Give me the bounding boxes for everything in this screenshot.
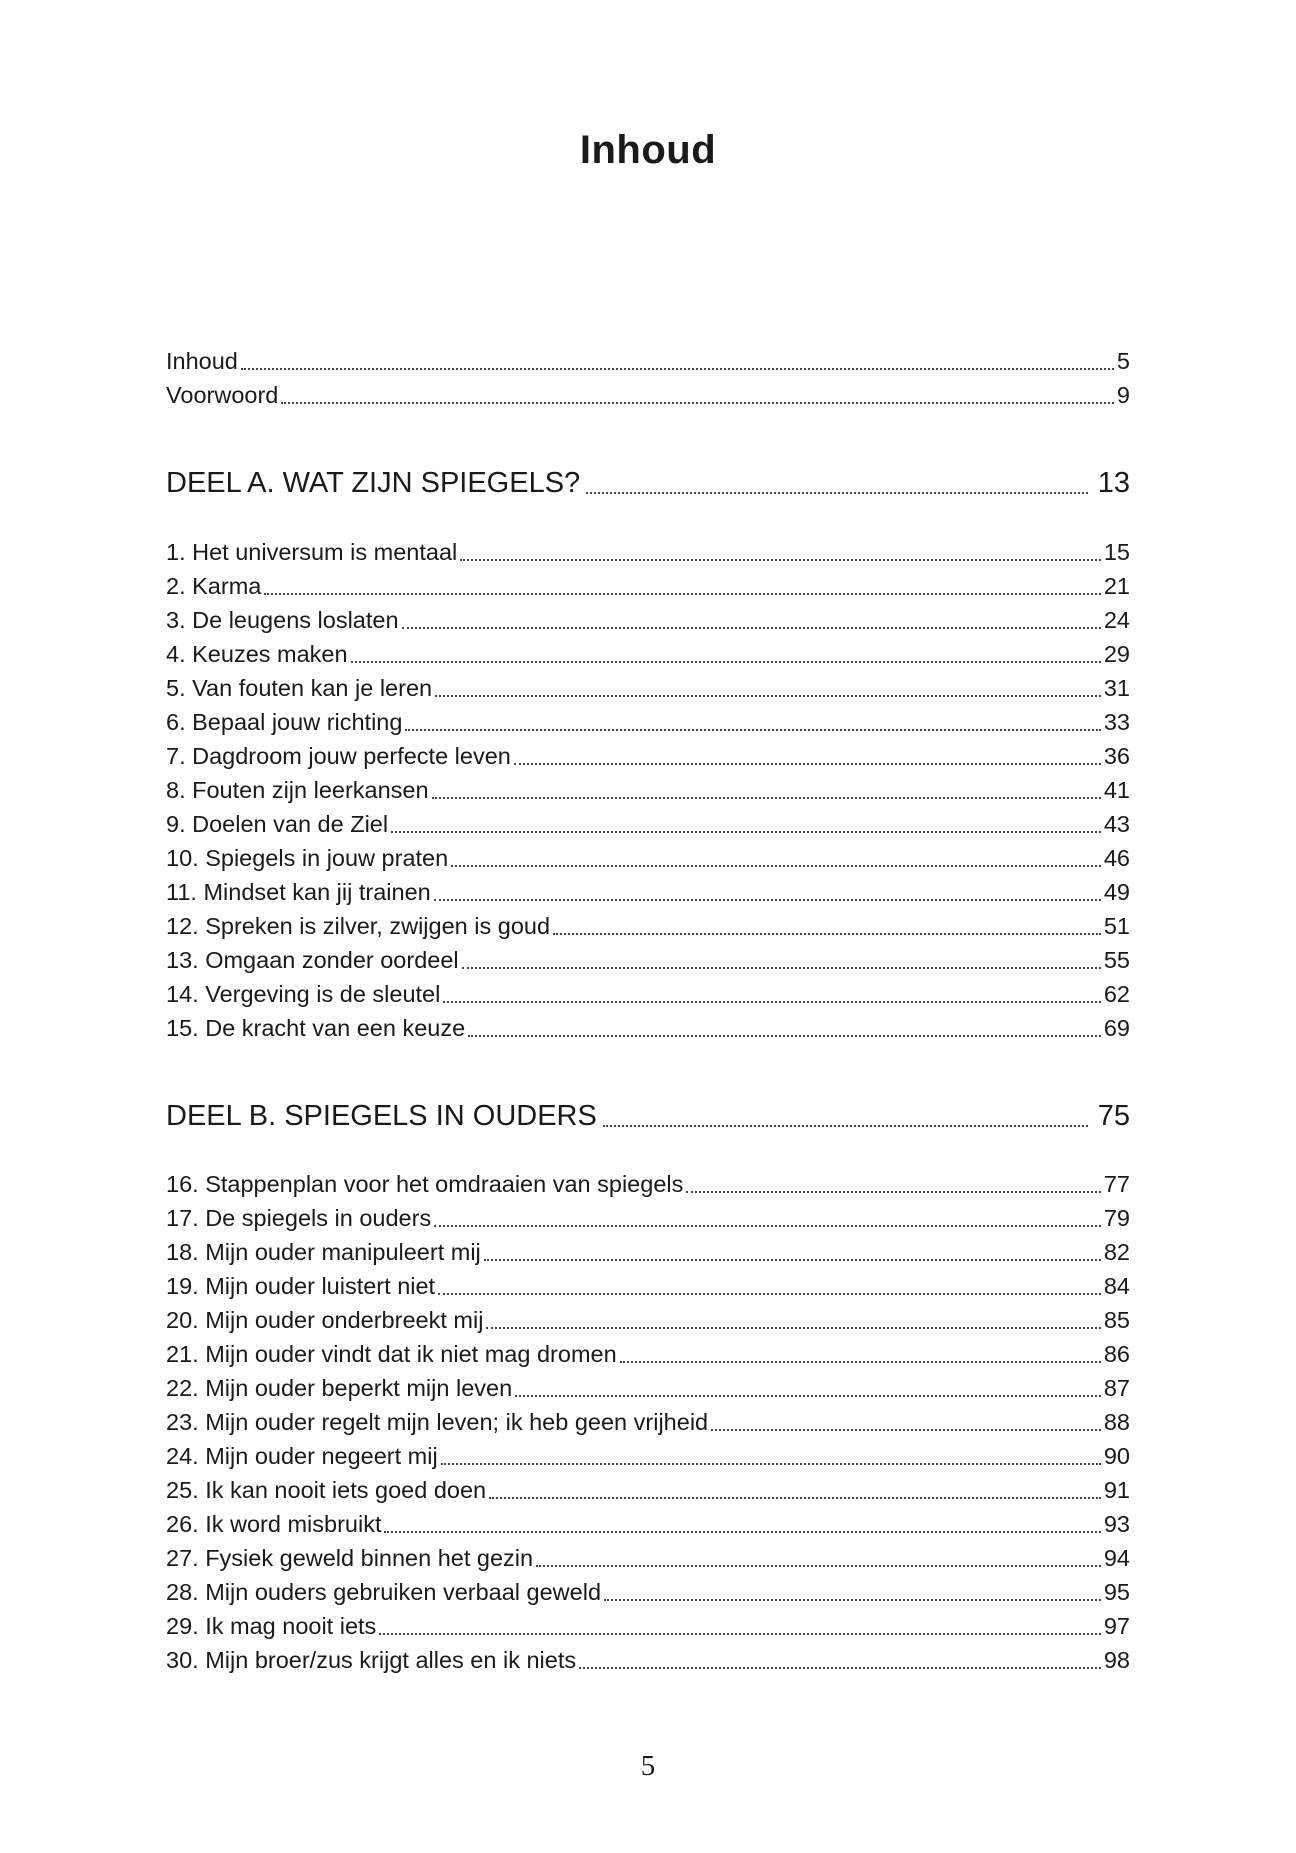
toc-chapter-17[interactable] [166,1202,1130,1234]
toc-part-b[interactable] [166,1096,1130,1136]
dot-leader [711,1429,1101,1431]
dot-leader [515,1395,1101,1397]
toc-entry-label: 6. Bepaal jouw richting [166,709,403,735]
toc-entry-label: Voorwoord [166,382,279,408]
toc-entry-page: 33 [1103,709,1130,735]
toc-entry-label: 7. Dagdroom jouw perfecte leven [166,743,511,769]
toc-entry-label: 4. Keuzes maken [166,641,348,667]
dot-leader [451,865,1101,867]
toc-entry-page: 36 [1103,743,1130,769]
dot-leader [391,831,1101,833]
toc-chapter-18[interactable] [166,1236,1130,1268]
toc-entry-label: 2. Karma [166,573,262,599]
toc-part-a[interactable] [166,463,1130,503]
toc-entry-label: 12. Spreken is zilver, zwijgen is goud [166,913,551,939]
toc-entry-label: 25. Ik kan nooit iets goed doen [166,1477,487,1503]
toc-entry-label: 28. Mijn ouders gebruiken verbaal geweld [166,1579,602,1605]
toc-chapter-11[interactable] [166,876,1130,908]
toc-entry-label: 17. De spiegels in ouders [166,1205,432,1231]
toc-chapter-14[interactable] [166,978,1130,1010]
toc-entry-page: 69 [1103,1015,1130,1041]
toc-entry-label: 23. Mijn ouder regelt mijn leven; ik heb geen vrijheid [166,1409,709,1435]
toc-chapter-12[interactable] [166,910,1130,942]
toc-entry-label: 1. Het universum is mentaal [166,539,458,565]
toc-entry-label: 21. Mijn ouder vindt dat ik niet mag dromen [166,1341,617,1367]
toc-entry-label: 18. Mijn ouder manipuleert mij [166,1239,481,1265]
toc-entry-label: 29. Ik mag nooit iets [166,1613,377,1639]
toc-entry-label: 5. Van fouten kan je leren [166,675,433,701]
toc-chapter-22[interactable] [166,1372,1130,1404]
toc-entry-label: 24. Mijn ouder negeert mij [166,1443,438,1469]
dot-leader [603,1125,1088,1127]
toc-chapter-2[interactable] [166,570,1130,602]
toc-chapter-28[interactable] [166,1576,1130,1608]
dot-leader [468,1035,1101,1037]
dot-leader [432,797,1101,799]
dot-leader [460,559,1101,561]
toc-chapter-27[interactable] [166,1542,1130,1574]
toc-entry-label: 22. Mijn ouder beperkt mijn leven [166,1375,513,1401]
toc-entry-voorwoord[interactable] [166,379,1130,411]
dot-leader [241,368,1114,370]
toc-chapter-20[interactable] [166,1304,1130,1336]
toc-chapter-1[interactable] [166,536,1130,568]
dot-leader [438,1293,1101,1295]
dot-leader [264,593,1101,595]
toc-chapter-15[interactable] [166,1012,1130,1044]
toc-part-page: 13 [1097,467,1130,499]
toc-chapter-30[interactable] [166,1644,1130,1676]
dot-leader [351,661,1101,663]
toc-chapter-6[interactable] [166,706,1130,738]
dot-leader [379,1633,1101,1635]
toc-chapter-3[interactable] [166,604,1130,636]
toc-chapter-13[interactable] [166,944,1130,976]
toc-entry-page: 95 [1103,1579,1130,1605]
toc-entry-page: 62 [1103,981,1130,1007]
dot-leader [579,1667,1101,1669]
toc-chapter-19[interactable] [166,1270,1130,1302]
toc-chapter-24[interactable] [166,1440,1130,1472]
toc-entry-label: 26. Ik word misbruikt [166,1511,382,1537]
toc-entry-page: 51 [1103,913,1130,939]
dot-leader [686,1191,1101,1193]
toc-entry-label: 20. Mijn ouder onderbreekt mij [166,1307,484,1333]
toc-chapter-23[interactable] [166,1406,1130,1438]
toc-entry-page: 29 [1103,641,1130,667]
dot-leader [553,933,1101,935]
toc-entry-label: 13. Omgaan zonder oordeel [166,947,459,973]
toc-chapter-16[interactable] [166,1168,1130,1200]
toc-entry-label: 8. Fouten zijn leerkansen [166,777,429,803]
dot-leader [434,899,1101,901]
toc-entry-label: 30. Mijn broer/zus krijgt alles en ik niets [166,1647,577,1673]
dot-leader [586,492,1088,494]
dot-leader [384,1531,1100,1533]
toc-chapter-9[interactable] [166,808,1130,840]
toc-entry-label: 10. Spiegels in jouw praten [166,845,449,871]
toc-chapter-5[interactable] [166,672,1130,704]
toc-entry-label: 3. De leugens loslaten [166,607,399,633]
dot-leader [486,1327,1100,1329]
dot-leader [489,1497,1101,1499]
toc-entry-page: 55 [1103,947,1130,973]
toc-entry-page: 84 [1103,1273,1130,1299]
toc-entry-page: 79 [1103,1205,1130,1231]
dot-leader [405,729,1100,731]
toc-part-label: DEEL A. WAT ZIJN SPIEGELS? [166,467,581,499]
dot-leader [443,1001,1101,1003]
dot-leader [462,967,1101,969]
toc-chapter-4[interactable] [166,638,1130,670]
toc-entry-page: 97 [1103,1613,1130,1639]
toc-part-label: DEEL B. SPIEGELS IN OUDERS [166,1100,597,1132]
toc-entry-page: 98 [1103,1647,1130,1673]
toc-entry-page: 82 [1103,1239,1130,1265]
toc-entry-page: 24 [1103,607,1130,633]
dot-leader [604,1599,1101,1601]
toc-entry-page: 15 [1103,539,1130,565]
toc-chapter-8[interactable] [166,774,1130,806]
toc-entry-page: 9 [1116,382,1130,408]
toc-chapter-29[interactable] [166,1610,1130,1642]
dot-leader [434,1225,1101,1227]
toc-entry-page: 94 [1103,1545,1130,1571]
toc-chapter-7[interactable] [166,740,1130,772]
toc-entry-page: 93 [1103,1511,1130,1537]
toc-entry-page: 85 [1103,1307,1130,1333]
toc-entry-page: 31 [1103,675,1130,701]
dot-leader [536,1565,1101,1567]
toc-entry-label: 14. Vergeving is de sleutel [166,981,441,1007]
toc-entry-label: 19. Mijn ouder luistert niet [166,1273,436,1299]
dot-leader [435,695,1101,697]
toc-entry-page: 77 [1103,1171,1130,1197]
toc-entry-label: 9. Doelen van de Ziel [166,811,389,837]
toc-entry-page: 46 [1103,845,1130,871]
toc-entry-label: 15. De kracht van een keuze [166,1015,466,1041]
toc-entry-inhoud[interactable] [166,345,1130,377]
toc-entry-page: 49 [1103,879,1130,905]
toc-entry-page: 87 [1103,1375,1130,1401]
toc-entry-page: 5 [1116,348,1130,374]
toc-chapter-26[interactable] [166,1508,1130,1540]
toc-entry-page: 21 [1103,573,1130,599]
toc-entry-page: 41 [1103,777,1130,803]
dot-leader [281,402,1114,404]
page-number: 5 [640,1750,656,1782]
dot-leader [402,627,1101,629]
toc-part-page: 75 [1097,1100,1130,1132]
toc-entry-label: 11. Mindset kan jij trainen [166,879,431,905]
toc-chapter-21[interactable] [166,1338,1130,1370]
toc-chapter-10[interactable] [166,842,1130,874]
toc-entry-page: 43 [1103,811,1130,837]
toc-chapter-25[interactable] [166,1474,1130,1506]
toc-entry-page: 86 [1103,1341,1130,1367]
toc-entry-label: 16. Stappenplan voor het omdraaien van spiegels [166,1171,684,1197]
toc-entry-label: Inhoud [166,348,238,374]
dot-leader [441,1463,1101,1465]
dot-leader [514,763,1101,765]
toc-entry-page: 91 [1103,1477,1130,1503]
dot-leader [620,1361,1101,1363]
toc-entry-page: 88 [1103,1409,1130,1435]
toc-entry-page: 90 [1103,1443,1130,1469]
page-title: Inhoud [579,128,717,172]
dot-leader [484,1259,1101,1261]
toc-entry-label: 27. Fysiek geweld binnen het gezin [166,1545,534,1571]
